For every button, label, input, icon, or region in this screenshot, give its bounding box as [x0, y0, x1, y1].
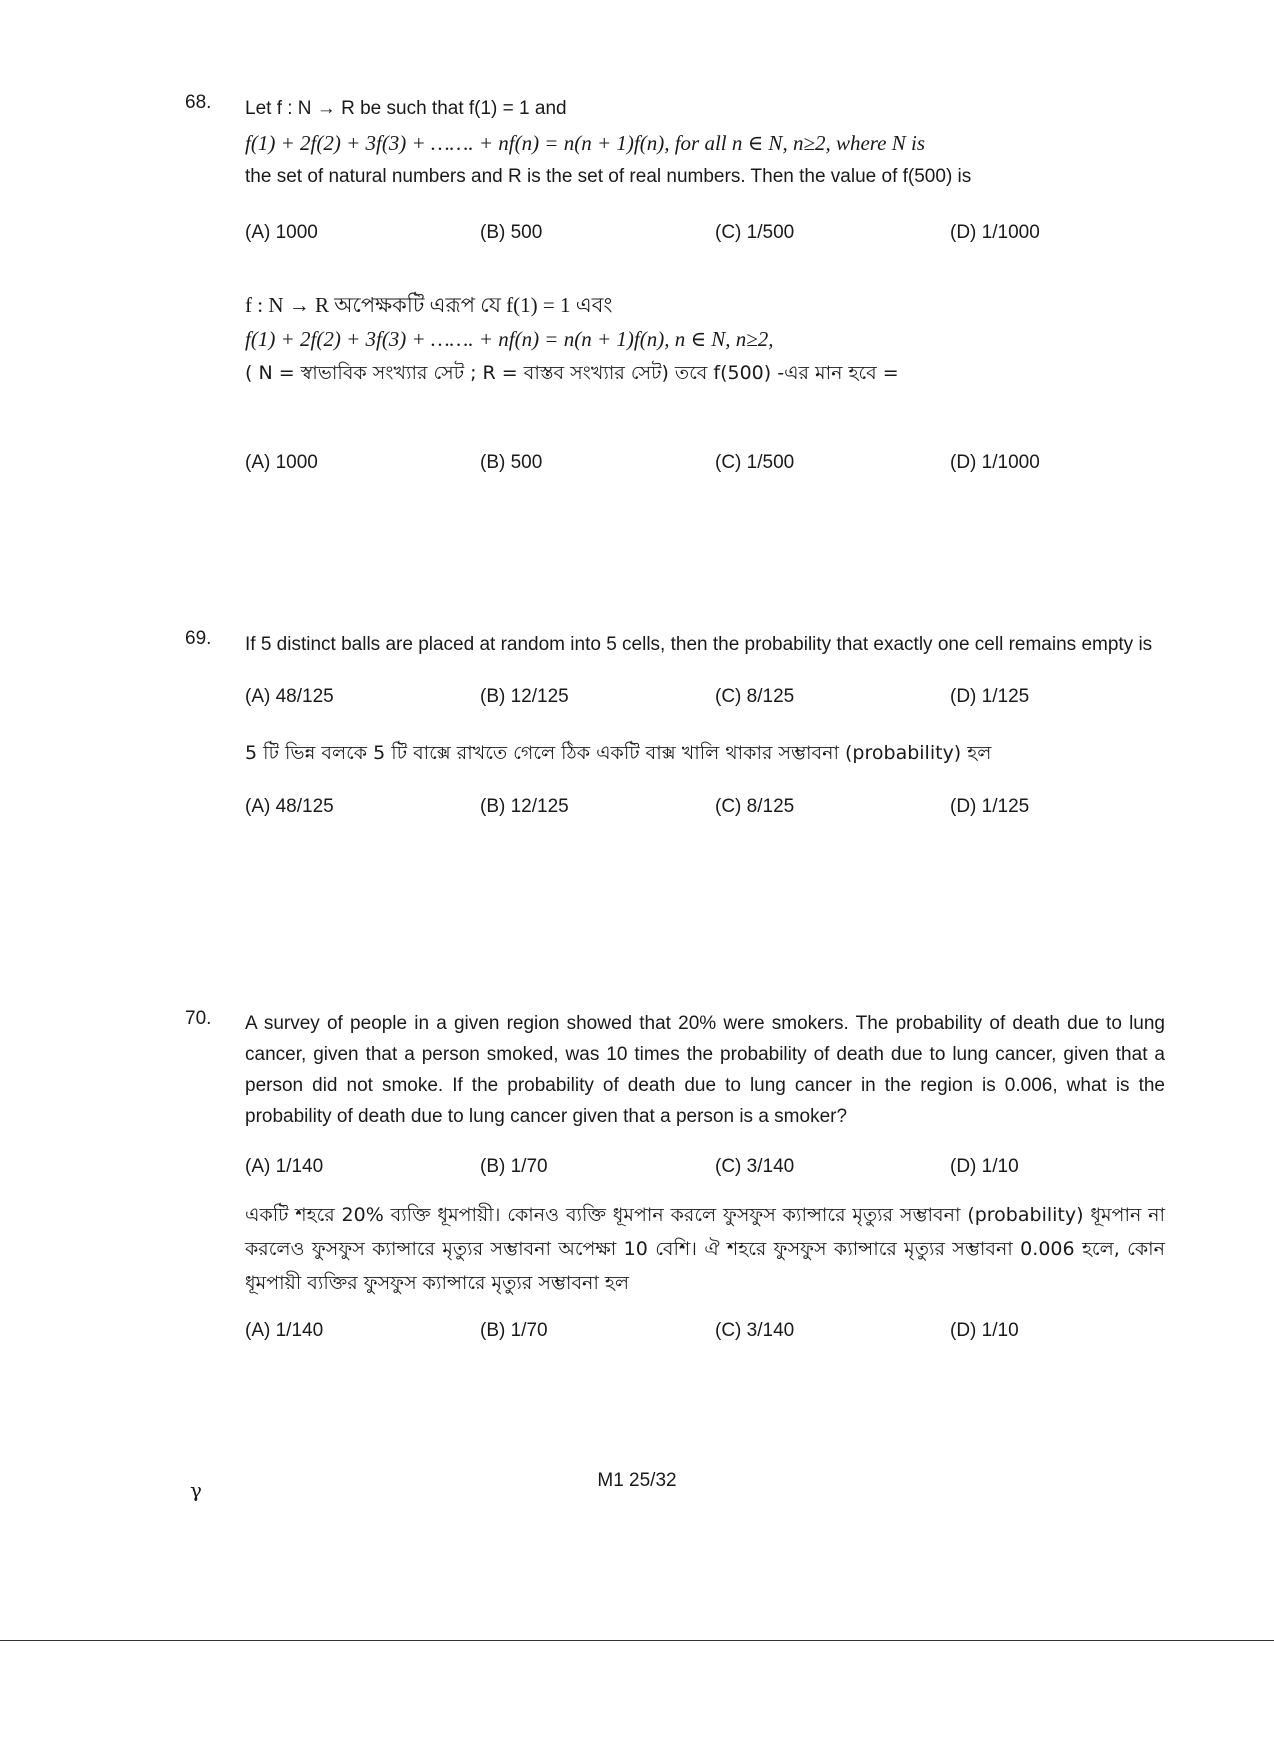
option-b: (B) 500 — [480, 222, 543, 243]
option-b: (B) 500 — [480, 452, 543, 473]
options-en — [245, 686, 1165, 716]
q68-line2: f(1) + 2f(2) + 3f(3) + ……. + nf(n) = n(n + 1)f(n), for all n ∈ N, n≥2, where N is — [245, 131, 926, 155]
option-b: (B) 12/125 — [480, 796, 569, 817]
question-text-en: A survey of people in a given region showed that 20% were smokers. The probability of death due to lung cancer, given that a person smoked, was 10 times the probability of death due to lung cancer, given that a person did not smoke. If the probability of death due to lung cancer in the region is 0.006, what is the probability of death due to lung cancer given that a person is a smoker? — [245, 1013, 1165, 1127]
options-bn — [245, 1320, 1165, 1350]
option-c: (C) 3/140 — [715, 1156, 795, 1177]
option-c: (C) 1/500 — [715, 452, 795, 473]
option-a: (A) 1000 — [245, 452, 318, 473]
options-bn — [245, 452, 1165, 482]
option-a: (A) 1/140 — [245, 1156, 324, 1177]
option-d: (D) 1/1000 — [950, 222, 1040, 243]
question-68 — [185, 92, 1165, 482]
question-text-bn: একটি শহরে 20% ব্যক্তি ধূমপায়ী। কোনও ব্যক্তি ধূমপান করলে ফুসফুস ক্যান্সারে মৃত্যুর সম্ভাবনা (probability) ধূমপান না করলেও ফুসফুস ক্যান্সারে মৃত্যুর সম্ভাবনা অপেক্ষা 10 বেশি। ঐ শহরে ফুসফুস ক্যান্সারে মৃত্যুর সম্ভাবনা 0.006 হলে, কোন ধূমপায়ী ব্যক্তির ফুসফুস ক্যান্সারে মৃত্যুর সম্ভাবনা হল — [245, 1204, 1165, 1294]
option-b: (B) 1/70 — [480, 1320, 548, 1341]
corner-mark: γ — [190, 1478, 202, 1502]
option-d: (D) 1/10 — [950, 1320, 1019, 1341]
option-d: (D) 1/1000 — [950, 452, 1040, 473]
option-d: (D) 1/10 — [950, 1156, 1019, 1177]
option-b: (B) 12/125 — [480, 686, 569, 707]
q68-bn-line3: ( N = স্বাভাবিক সংখ্যার সেট ; R = বাস্তব সংখ্যার সেট) তবে f(500) -এর মান হবে = — [245, 362, 899, 384]
question-number: 69. — [185, 628, 212, 649]
question-text-bn — [245, 288, 1165, 390]
q68-bn-line2: f(1) + 2f(2) + 3f(3) + ……. + nf(n) = n(n + 1)f(n), n ∈ N, n≥2, — [245, 327, 774, 351]
question-text-en — [245, 92, 1165, 194]
options-en — [245, 1156, 1165, 1186]
option-a: (A) 48/125 — [245, 796, 334, 817]
options-bn — [245, 796, 1165, 826]
option-a: (A) 1/140 — [245, 1320, 324, 1341]
bottom-divider — [0, 1640, 1274, 1641]
option-b: (B) 1/70 — [480, 1156, 548, 1177]
question-70 — [185, 1008, 1165, 1350]
q68-line1: Let f : N → R be such that f(1) = 1 and — [245, 98, 567, 119]
question-number: 68. — [185, 92, 212, 113]
question-text-bn: 5 টি ভিন্ন বলকে 5 টি বাক্সে রাখতে গেলে ঠিক একটি বাক্স খালি থাকার সম্ভাবনা (probability) হল — [245, 742, 992, 764]
question-number: 70. — [185, 1008, 212, 1029]
options-en — [245, 222, 1165, 252]
q68-bn-line1: f : N → R অপেক্ষকটি এরূপ যে f(1) = 1 এবং — [245, 293, 613, 317]
option-d: (D) 1/125 — [950, 796, 1030, 817]
option-a: (A) 1000 — [245, 222, 318, 243]
q68-line3: the set of natural numbers and R is the set of real numbers. Then the value of f(500) is — [245, 166, 972, 187]
page-number: M1 25/32 — [597, 1470, 677, 1491]
option-d: (D) 1/125 — [950, 686, 1030, 707]
option-c: (C) 8/125 — [715, 796, 795, 817]
option-c: (C) 8/125 — [715, 686, 795, 707]
question-69 — [185, 628, 1165, 826]
option-a: (A) 48/125 — [245, 686, 334, 707]
option-c: (C) 1/500 — [715, 222, 795, 243]
question-text-en: If 5 distinct balls are placed at random into 5 cells, then the probability that exactly one cell remains empty is — [245, 634, 1153, 655]
option-c: (C) 3/140 — [715, 1320, 795, 1341]
